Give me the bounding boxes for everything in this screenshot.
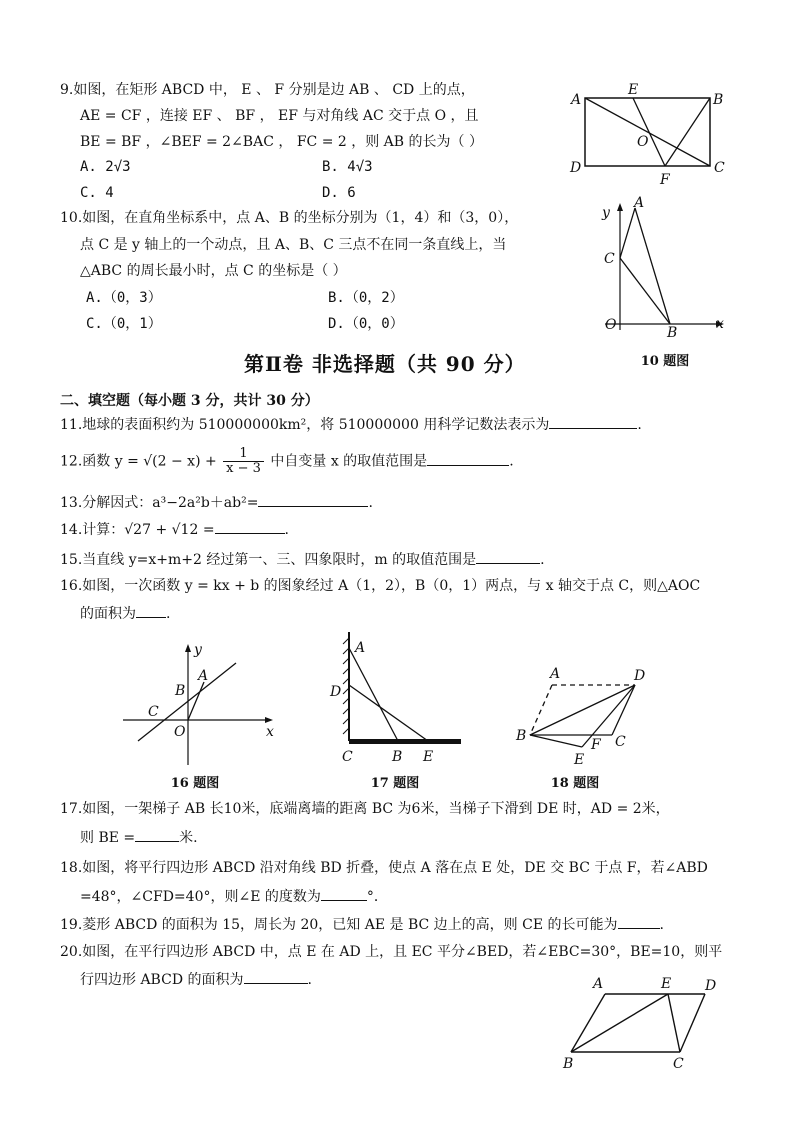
fig20-label-b: B xyxy=(563,1056,574,1072)
fig17-caption: 17 题图 xyxy=(370,776,420,791)
fig9-diagonal-ac xyxy=(585,98,710,166)
fig16-segment-oa xyxy=(188,682,204,720)
q15-text: 15.当直线 y=x+m+2 经过第一、三、四象限时，m 的取值范围是 . xyxy=(60,549,545,570)
fig10-label-c: C xyxy=(604,251,615,267)
q20-line1: 20.如图，在平行四边形 ABCD 中，点 E 在 AD 上，且 EC 平分∠BED，若∠EBC=30°，BE=10，则平 xyxy=(60,944,723,960)
fig18-side-dc xyxy=(612,685,635,735)
q18-line1: 18.如图，将平行四边形 ABCD 沿对角线 BD 折叠，使点 A 落在点 E 处，DE 交 BC 于点 F，若∠ABD xyxy=(60,860,708,876)
section-2-subtitle: 二、填空题（每小题 3 分，共计 30 分） xyxy=(60,393,319,409)
figure-9 xyxy=(565,80,740,190)
q15-blank xyxy=(476,549,540,564)
fig17-label-b: B xyxy=(392,749,403,765)
fig18-caption: 18 题图 xyxy=(550,776,600,791)
fig16-x-arrow xyxy=(265,717,273,723)
q9-line2: AE = CF ，连接 EF 、 BF ， EF 与对角线 AC 交于点 O ，且 xyxy=(80,108,479,124)
fig9-label-f: F xyxy=(660,172,670,188)
fig18-label-e: E xyxy=(574,752,585,768)
q14-text: 14.计算：√27 + √12 = . xyxy=(60,519,289,540)
q19-stem: 19.菱形 ABCD 的面积为 15，周长为 20，已知 AE 是 BC 边上的高，则 CE 的长可能为 xyxy=(60,917,618,933)
q12-prefix: 12.函数 y = √(2 − x) + xyxy=(60,453,222,470)
fig10-label-o: O xyxy=(605,317,617,333)
q11-blank xyxy=(549,414,637,429)
figure-10 xyxy=(595,195,735,340)
fig9-label-e: E xyxy=(628,82,639,98)
figure-16 xyxy=(118,640,283,770)
fig9-segment-ef xyxy=(633,98,665,166)
q14-blank xyxy=(215,519,285,534)
q10-line2: 点 C 是 y 轴上的一个动点，且 A、B、C 三点不在同一条直线上，当 xyxy=(80,237,507,253)
fig16-line xyxy=(138,663,236,741)
q9-option-d: D. 6 xyxy=(322,185,356,201)
fig9-label-d: D xyxy=(570,160,582,176)
q10-line3: △ABC 的周长最小时，点 C 的坐标是（ ） xyxy=(80,263,347,279)
q19-blank xyxy=(618,914,660,929)
fig10-segment-ab xyxy=(635,208,670,324)
q19-text: 19.菱形 ABCD 的面积为 15，周长为 20，已知 AE 是 BC 边上的高，则 CE 的长可能为 . xyxy=(60,914,664,935)
q17-stem-a: 则 BE = xyxy=(80,830,136,846)
q15-stem: 15.当直线 y=x+m+2 经过第一、三、四象限时，m 的取值范围是 xyxy=(60,552,477,568)
fig20-label-e: E xyxy=(661,976,672,992)
q9-option-a: A. 2√3 xyxy=(80,159,131,175)
fig18-diagonal-bd xyxy=(530,685,635,735)
q10-option-a: A.（0，3） xyxy=(86,290,162,306)
fig17-ground xyxy=(349,739,461,744)
fig10-segment-ac xyxy=(620,208,635,258)
q10-option-d: D.（0，0） xyxy=(328,316,404,332)
q17-blank xyxy=(135,827,179,842)
fig9-label-b: B xyxy=(713,92,724,108)
fig20-label-c: C xyxy=(673,1056,684,1072)
section-2-title: 第Ⅱ卷 非选择题（共 90 分） xyxy=(244,352,526,376)
q9-option-b: B. 4√3 xyxy=(322,159,373,175)
fig20-side-ab xyxy=(571,994,605,1052)
q13-stem: 13.分解因式：a³−2a²b＋ab²= xyxy=(60,495,259,511)
figure-17 xyxy=(322,628,472,768)
q12-blank xyxy=(427,451,509,466)
q12-denominator: x − 3 xyxy=(226,461,261,476)
fig18-segment-be xyxy=(530,735,582,747)
fig20-label-a: A xyxy=(593,976,604,992)
fig9-label-o: O xyxy=(637,134,649,150)
fig10-label-y: y xyxy=(602,205,610,221)
fig16-label-o: O xyxy=(174,724,186,740)
q17-stem-b: 米. xyxy=(179,830,198,846)
q20-stem-2: 行四边形 ABCD 的面积为 xyxy=(80,972,244,988)
fig16-label-y: y xyxy=(194,642,202,658)
fig17-ladder-ab xyxy=(349,648,398,741)
q18-blank xyxy=(321,886,367,901)
fig10-caption: 10 题图 xyxy=(640,354,690,369)
q13-blank xyxy=(258,492,368,507)
q16-stem-2: 的面积为 xyxy=(80,606,136,622)
q16-blank xyxy=(136,603,166,618)
fig17-ladder-de xyxy=(349,685,428,741)
fig18-side-ab xyxy=(530,685,552,735)
fig20-label-d: D xyxy=(705,978,717,994)
fig16-label-b: B xyxy=(175,683,186,699)
q17-line1: 17.如图，一架梯子 AB 长10米，底端离墙的距离 BC 为6米，当梯子下滑到 DE 时，AD = 2米， xyxy=(60,801,670,817)
q10-line1: 10.如图，在直角坐标系中，点 A、B 的坐标分别为（1，4）和（3，0）， xyxy=(60,210,519,226)
fig18-label-d: D xyxy=(634,668,646,684)
q10-option-c: C.（0，1） xyxy=(86,316,162,332)
q10-option-b: B.（0，2） xyxy=(328,290,404,306)
fig18-segment-ed xyxy=(582,685,635,747)
q12-numerator: 1 xyxy=(223,447,264,462)
q12-fraction xyxy=(223,447,264,476)
fig16-label-a: A xyxy=(198,668,209,684)
q13-text: 13.分解因式：a³−2a²b＋ab²= . xyxy=(60,492,373,513)
fig16-label-c: C xyxy=(148,704,159,720)
fig9-segment-bf xyxy=(665,98,710,166)
q20-line2: 行四边形 ABCD 的面积为 . xyxy=(80,969,312,990)
fig20-segment-be xyxy=(571,994,668,1052)
q11-stem: 11.地球的表面积约为 510000000km²，将 510000000 用科学记数法表示为 xyxy=(60,417,550,433)
q20-blank xyxy=(244,969,308,984)
q14-stem: 14.计算：√27 + √12 = xyxy=(60,522,215,538)
q12-suffix: 中自变量 x 的取值范围是 xyxy=(265,453,428,470)
fig10-y-arrow xyxy=(617,203,623,211)
fig18-label-a: A xyxy=(550,666,561,682)
q16-line1: 16.如图，一次函数 y = kx + b 的图象经过 A（1，2），B（0，1）两点，与 x 轴交于点 C，则△AOC xyxy=(60,578,701,594)
fig17-label-c: C xyxy=(342,749,353,765)
q18-stem-a: =48°，∠CFD=40°，则∠E 的度数为 xyxy=(80,889,321,905)
fig10-label-a: A xyxy=(634,195,645,211)
fig16-caption: 16 题图 xyxy=(170,776,220,791)
figure-20 xyxy=(555,972,735,1077)
fig10-segment-cb xyxy=(620,258,670,324)
fig18-label-b: B xyxy=(516,728,527,744)
q17-line2 xyxy=(80,827,198,848)
fig16-label-x: x xyxy=(266,724,274,740)
q12-text: 12.函数 y = √(2 − x) + $\frac{1}{x - 3}$ 中自变量 x 的取值范围是 . xyxy=(60,446,514,476)
fig16-y-arrow xyxy=(185,644,191,652)
q18-stem-b: °． xyxy=(366,889,388,905)
fig17-label-d: D xyxy=(330,684,342,700)
q16-line2: 的面积为 . xyxy=(80,603,170,624)
fig20-side-dc xyxy=(680,994,705,1052)
figure-18 xyxy=(512,660,657,770)
fig9-label-c: C xyxy=(714,160,725,176)
fig20-segment-ec xyxy=(668,994,680,1052)
q18-line2 xyxy=(80,886,388,907)
q11-text: 11.地球的表面积约为 510000000km²，将 510000000 用科学记数法表示为 . xyxy=(60,414,642,435)
q9-option-c: C. 4 xyxy=(80,185,114,201)
fig17-label-a: A xyxy=(355,640,366,656)
q9-line1: 9.如图，在矩形 ABCD 中， E 、 F 分别是边 AB 、 CD 上的点， xyxy=(60,82,475,98)
fig17-label-e: E xyxy=(423,749,434,765)
fig18-label-c: C xyxy=(615,734,626,750)
fig10-label-b: B xyxy=(667,325,678,340)
q9-line3: BE = BF ，∠BEF = 2∠BAC ， FC = 2 ，则 AB 的长为（ ） xyxy=(80,134,483,150)
fig10-label-x: x xyxy=(716,316,724,332)
fig18-label-f: F xyxy=(591,737,601,753)
fig9-label-a: A xyxy=(571,92,582,108)
